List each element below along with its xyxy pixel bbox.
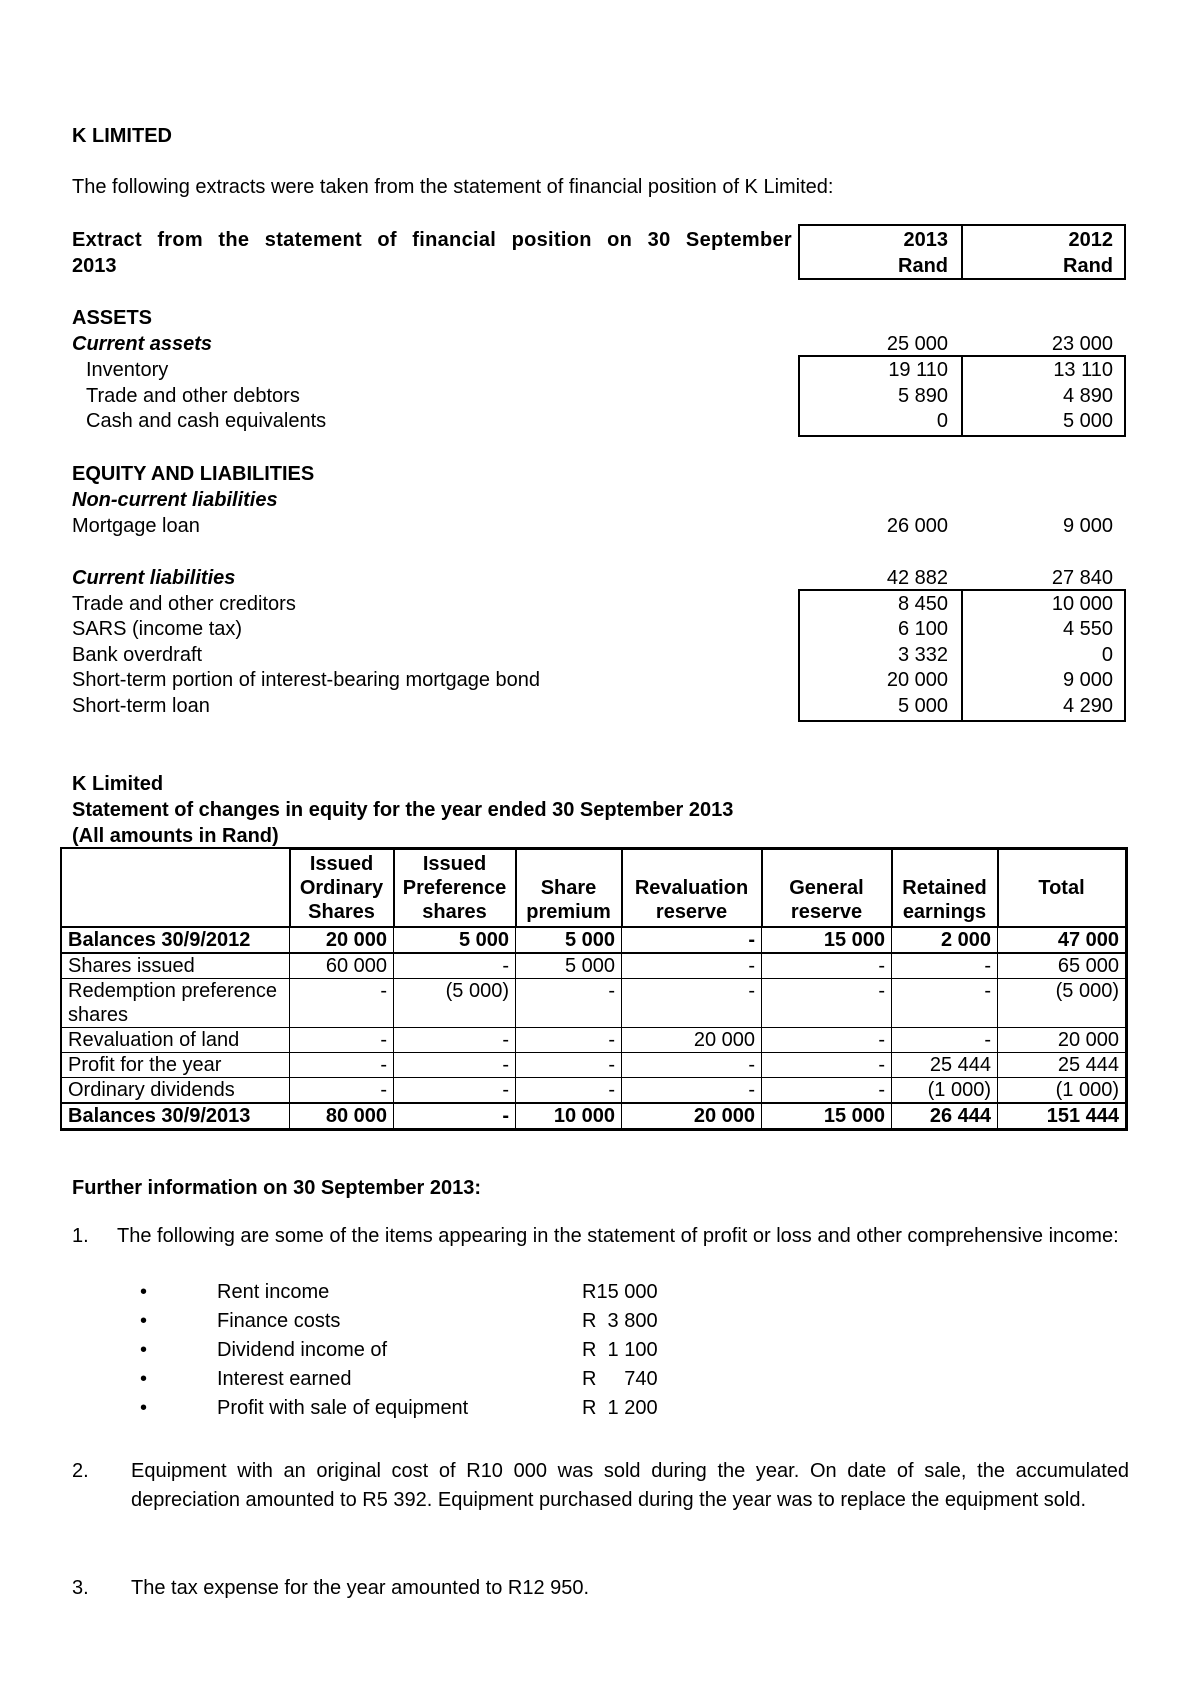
bullet-icon: • [140,1339,148,1361]
soce-row [62,1053,1126,1078]
soce-cell: 80 000 [290,1103,394,1129]
liability-row-2013: 3 332 [897,644,948,666]
mortgage-loan-2013: 26 000 [886,515,948,537]
soce-cell: - [762,953,892,979]
soce-cell: - [516,1078,622,1104]
current-assets-2013: 25 000 [886,333,948,355]
item-number: 1. [72,1225,89,1247]
document-title: K LIMITED [72,125,172,147]
liability-row-2013: 6 100 [897,618,948,640]
soce-cell: 47 000 [998,927,1126,953]
soce-cell: - [516,979,622,1028]
soce-cell: 15 000 [762,927,892,953]
liability-row-2013: 20 000 [886,669,948,691]
asset-row-2013: 19 110 [888,359,948,381]
liability-row-label: Trade and other creditors [72,593,296,615]
soce-row-label: Balances 30/9/2013 [62,1103,290,1129]
assets-heading: ASSETS [72,307,153,329]
soce-cell: 10 000 [516,1103,622,1129]
mortgage-loan-label: Mortgage loan [72,515,200,537]
income-item-label: Rent income [217,1281,330,1303]
col-header-share-premium: Share premium [516,849,622,927]
soce-cell: - [394,1053,516,1078]
soce-row-label: Ordinary dividends [62,1078,290,1104]
soce-cell: - [290,1028,394,1053]
soce-cell: (1 000) [892,1078,998,1104]
item-1-text: The following are some of the items appearing in the statement of profit or loss and other comprehensive income: [117,1225,1119,1247]
non-current-liabilities-label: Non-current liabilities [72,489,278,511]
soce-cell: - [394,1028,516,1053]
soce-row [62,979,1126,1028]
asset-row-label: Trade and other debtors [86,385,300,407]
soce-cell: 26 444 [892,1103,998,1129]
liability-row-label: SARS (income tax) [72,618,243,640]
col-header-total: Total [998,849,1126,927]
income-item-label: Dividend income of [217,1339,388,1361]
current-assets-2012: 23 000 [1051,333,1113,355]
liability-row-2012: 4 550 [1062,618,1113,640]
soce-cell: 20 000 [622,1028,762,1053]
soce-table [61,848,1127,1130]
soce-cell: - [394,1103,516,1129]
col-2013-unit: Rand [898,255,948,277]
soce-header-blank [62,849,290,927]
income-item-amount: R 740 [582,1368,658,1390]
soce-cell: - [762,1028,892,1053]
soce-row [62,927,1126,953]
soce-cell: - [290,1053,394,1078]
soce-cell: 65 000 [998,953,1126,979]
col-2012-unit: Rand [1063,255,1113,277]
asset-row-2013: 0 [936,410,948,432]
soce-cell: 20 000 [290,927,394,953]
liability-row-label: Short-term loan [72,695,210,717]
soce-row-label: Revaluation of land [62,1028,290,1053]
soce-cell: (5 000) [998,979,1126,1028]
soce-row [62,1103,1126,1129]
soce-cell: - [762,1053,892,1078]
col-header-revaluation-reserve: Revaluation reserve [622,849,762,927]
soce-cell: - [394,1078,516,1104]
asset-row-2012: 4 890 [1062,385,1113,407]
soce-cell: 151 444 [998,1103,1126,1129]
liability-row-2012: 10 000 [1051,593,1113,615]
income-item-label: Interest earned [217,1368,352,1390]
soce-cell: - [622,1078,762,1104]
bullet-icon: • [140,1310,148,1332]
soce-cell: 60 000 [290,953,394,979]
current-liabilities-2013: 42 882 [886,567,948,589]
soce-row [62,1028,1126,1053]
bullet-icon: • [140,1281,148,1303]
col-2012-year: 2012 [1068,229,1113,251]
soce-cell: - [622,1053,762,1078]
item-number: 2. [72,1460,89,1482]
soce-cell: 5 000 [516,927,622,953]
soce-cell: - [762,979,892,1028]
soce-cell: - [622,927,762,953]
current-liabilities-2012: 27 840 [1051,567,1113,589]
soce-title: Statement of changes in equity for the year ended 30 September 2013 [72,799,734,821]
income-item-amount: R 3 800 [582,1310,658,1332]
soce-cell: - [290,979,394,1028]
soce-cell: - [516,1028,622,1053]
current-liabilities-label: Current liabilities [72,567,236,589]
soce-cell: 15 000 [762,1103,892,1129]
liability-row-2012: 9 000 [1062,669,1113,691]
soce-row-label: Shares issued [62,953,290,979]
soce-cell: (1 000) [998,1078,1126,1104]
soce-cell: - [892,953,998,979]
liability-row-2013: 8 450 [897,593,948,615]
current-assets-label: Current assets [72,333,213,355]
soce-cell: 20 000 [998,1028,1126,1053]
soce-cell: 5 000 [394,927,516,953]
item-number: 3. [72,1577,89,1599]
asset-row-2012: 5 000 [1062,410,1113,432]
liability-row-label: Bank overdraft [72,644,203,666]
asset-row-label: Inventory [86,359,169,381]
item-3-text: The tax expense for the year amounted to R12 950. [131,1577,590,1599]
bullet-icon: • [140,1368,148,1390]
soce-cell: - [622,953,762,979]
col-header-retained-earnings: Retained earnings [892,849,998,927]
soce-row-label: Balances 30/9/2012 [62,927,290,953]
soce-row [62,953,1126,979]
soce-cell: 5 000 [516,953,622,979]
col-header-general-reserve: General reserve [762,849,892,927]
soce-cell: 20 000 [622,1103,762,1129]
asset-row-label: Cash and cash equivalents [86,410,327,432]
soce-cell: 25 444 [892,1053,998,1078]
soce-row [62,1078,1126,1104]
col-header-issued-preference-shares: Issued Preference shares [394,849,516,927]
soce-cell: - [762,1078,892,1104]
soce-subtitle: (All amounts in Rand) [72,825,279,847]
asset-row-2013: 5 890 [897,385,948,407]
sofp-heading-line1: Extract from the statement of financial position on 30 September [72,229,792,251]
col-header-issued-ordinary-shares: Issued Ordinary Shares [290,849,394,927]
soce-cell: (5 000) [394,979,516,1028]
col-2013-year: 2013 [903,229,948,251]
soce-cell: - [394,953,516,979]
soce-row-label: Redemption preference shares [62,979,290,1028]
income-item-amount: R15 000 [582,1281,658,1303]
further-info-heading: Further information on 30 September 2013: [72,1177,481,1199]
equity-liabilities-heading: EQUITY AND LIABILITIES [72,463,315,485]
bullet-icon: • [140,1397,148,1419]
soce-cell: - [622,979,762,1028]
sofp-heading-line2: 2013 [72,255,117,277]
income-item-label: Profit with sale of equipment [217,1397,469,1419]
soce-cell: - [892,1028,998,1053]
item-2-text: Equipment with an original cost of R10 000 was sold during the year. On date of sale, the accumulated depreciation amounted to R5 392. Equipment purchased during the year was to replace the equipment sold. [131,1460,1129,1511]
income-item-label: Finance costs [217,1310,341,1332]
mortgage-loan-2012: 9 000 [1062,515,1113,537]
soce-cell: - [290,1078,394,1104]
liability-row-label: Short-term portion of interest-bearing mortgage bond [72,669,541,691]
liability-row-2012: 4 290 [1062,695,1113,717]
asset-row-2012: 13 110 [1053,359,1113,381]
intro-text: The following extracts were taken from the statement of financial position of K Limited: [72,176,834,198]
soce-cell: 25 444 [998,1053,1126,1078]
soce-cell: - [516,1053,622,1078]
liability-row-2013: 5 000 [897,695,948,717]
income-item-amount: R 1 200 [582,1397,658,1419]
soce-cell: - [892,979,998,1028]
soce-company: K Limited [72,773,164,795]
income-item-amount: R 1 100 [582,1339,658,1361]
soce-header-row [62,849,1126,927]
soce-cell: 2 000 [892,927,998,953]
liability-row-2012: 0 [1101,644,1113,666]
soce-row-label: Profit for the year [62,1053,290,1078]
